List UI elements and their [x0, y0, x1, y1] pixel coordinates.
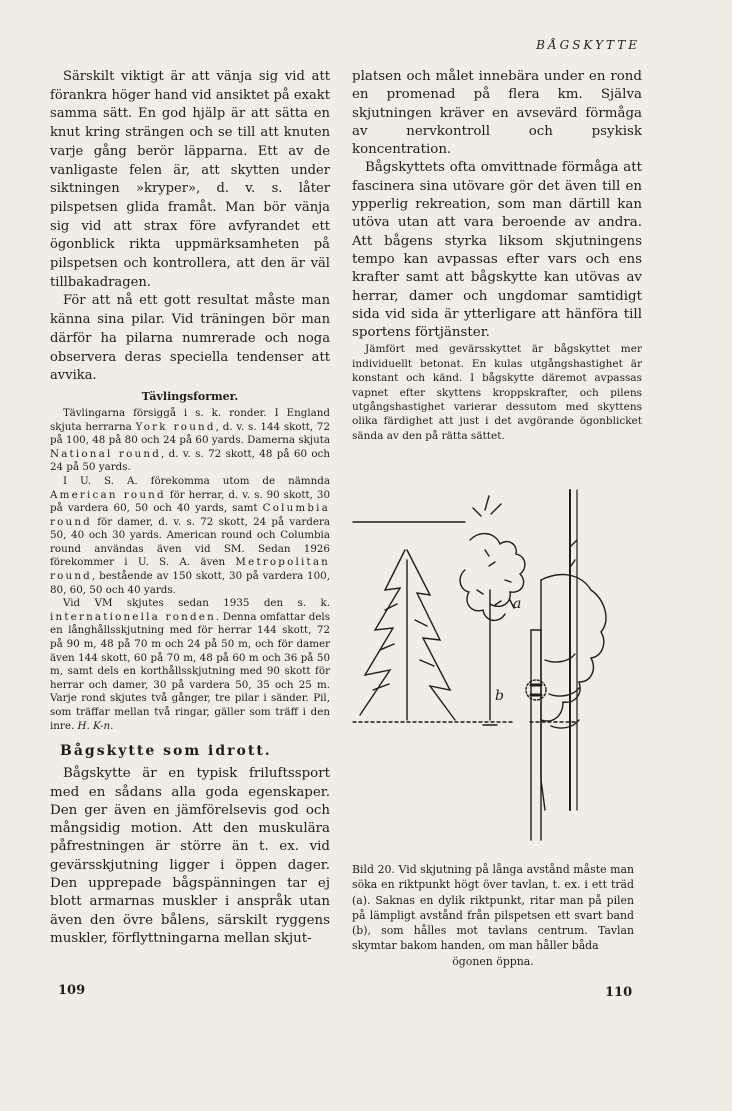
paragraph: Tävlingarna försiggå i s. k. ronder. I England skjuta herrarna York round, d. v. s. 144 skott, 72 på 100, 48 på 80 och 24 på 60 yards. Damerna skjuta National round, d. v. s. 72 skott, 48 på 60 och 24 på 50 yards. — [50, 406, 331, 474]
paragraph: platsen och målet innebära under en rond en promenad på flera km. Själva skjutningen kräver en avsevärd förmåga av nervkontroll och psykisk koncentration. — [352, 69, 642, 158]
paragraph: Bågskytte är en typisk friluftssport med en sådans alla goda egenskaper. Den ger även en jämförelsevis god och mångsidig motion. Att den muskulära påfrestningen är större än t. ex. vid gevärsskjutning ligger i öppen dager. Den upprepade bågspänningen tar ej blott armarnas muskler i anspråk utan även den övre bålens, särskilt ryggens muskler, förflyttningarna mellan skjut- — [50, 766, 330, 946]
figure-caption: Bild 20. Vid skjutning på långa avstånd måste man söka en riktpunkt högt över tavlan, t. ex. i ett träd (a). Saknas en dylik riktpunkt, ritar man på pilen på lämpligt avstånd från pilspetsen ett svart band (b), som hålles mot tavlans centrum. Tavlan skymtar bakom handen, om man håller båda ögonen öppna. — [352, 863, 634, 968]
paragraph: Vid VM skjutes sedan 1935 den s. k. internationella ronden. Denna omfattar dels en långhållsskjutning med för herrar 144 skott, 72 på 90 m, 48 på 70 m och 24 på 50 m, och för damer även 144 skott, 60 på 70 m, 48 på 60 m och 36 på 50 m, samt dels en korthållsskjutning med 90 skott för herrar och damer, 30 på vardera 50, 35 och 25 m. Varje rond skjutes två gånger, tre pilar i sänder. Pil, som träffar mellan två ringar, gäller som träff i den inre. H. K-n. — [50, 597, 330, 732]
figure-label-a: a — [513, 596, 522, 612]
tree-left-outline — [360, 550, 405, 715]
page-number-left: 109 — [58, 983, 86, 998]
paragraph: I U. S. A. förekomma utom de nämnda American round för herrar, d. v. s. 90 skott, 30 på vardera 60, 50 och 40 yards, samt Columbia round för damer, d. v. s. 72 skott, 24 på vardera 50, 40 och 30 yards. American round och Columbia round användas även vid SM. Sedan 1926 förekommer i U. S. A. även Metropolitan round, bestående av 150 skott, 30 på vardera 100, 80, 60, 50 och 40 yards. — [50, 474, 330, 596]
signature: H. K-n. — [77, 719, 114, 732]
paragraph: Jämfört med gevärsskyttet är bågskyttet mer individuellt betonat. En kulas utgångshastighet är konstant och känd. I bågskytte däremot avpassas vapnet efter skyttens kroppskrafter, och pilens utgångshastighet varierar dessutom med skyttens olika färdighet att just i det avgörande ögonblicket sända av den på rätta sättet. — [352, 343, 642, 442]
hand — [541, 575, 606, 721]
paragraph: Särskilt viktigt är att vänja sig vid att förankra höger hand vid ansiktet på exakt samma sätt. En god hjälp är att sätta en knut kring strängen och se till att knuten varje gång berör läpparna. Ett av de vanligaste felen är, att skytten under siktningen »kryper», d. v. s. låter pilspetsen glida framåt. Man bör vänja sig vid att strax före avfyrandet ett ögonblick rikta uppmärksamheten på pilspetsen och kontrollera, att den är väl tillbakadragen. — [50, 69, 330, 290]
arrow-shaft — [531, 630, 541, 840]
sight-ring — [526, 680, 546, 700]
page-number-right: 110 — [605, 985, 633, 1000]
right-column — [352, 68, 642, 443]
tree-left-outline — [407, 550, 455, 720]
paragraph: Bågskyttets ofta omvittnade förmåga att fascinera sina utövare gör det även till en ypperlig rekreation, som man därtill kan utöva utan att vara beroende av andra. Att bågens styrka liksom skjutningens tempo kan avpassas efter vars och ens krafter samt att bågskytte kan utövas av herrar, damer och ungdomar samtidigt sida vid sida är ytterligare att hänföra till sportens förtjänster. — [352, 160, 642, 341]
aiming-illustration — [345, 480, 645, 860]
subheading: Tävlingsformer. — [141, 389, 239, 403]
left-column — [50, 68, 330, 948]
section-title: Bågskytte som idrott. — [60, 743, 272, 760]
running-head: BÅGSKYTTE — [536, 38, 640, 52]
figure-label-b: b — [495, 688, 504, 704]
paragraph: För att nå ett gott resultat måste man känna sina pilar. Vid träningen bör man därför ha pilarna numrerade och noga observera deras speciella tendenser att avvika. — [50, 293, 330, 384]
tree-right-foliage — [473, 496, 501, 516]
